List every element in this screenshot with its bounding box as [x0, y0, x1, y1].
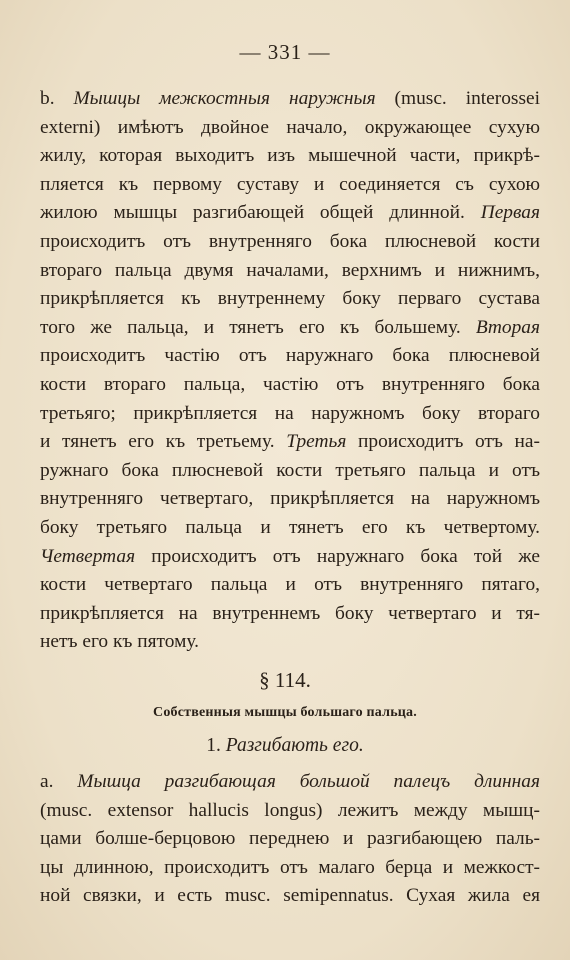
- text-line: [40, 142, 540, 171]
- text-run: и тянетъ его къ третьему.: [40, 431, 287, 453]
- text-run: внутренняго четвертаго, прикрѣпляется на наружномъ: [40, 488, 540, 510]
- text-run: кости четвертаго пальца и отъ внутренняго пятаго,: [40, 574, 540, 596]
- text-run: ной связки, и есть musc. semipennatus. Сухая жила ея: [40, 885, 540, 907]
- text-line: [40, 485, 540, 514]
- text-line: [40, 171, 540, 200]
- subsection-text: Разгибають его.: [225, 735, 364, 756]
- text-line: [40, 514, 540, 543]
- text-run: (musc. extensor hallucis longus) лежитъ между мышц-: [40, 799, 540, 821]
- text-line: [40, 457, 540, 486]
- italic-text: Мышцы межкостныя наружныя: [73, 88, 376, 109]
- text-line: [40, 768, 540, 797]
- text-run: происходитъ частію отъ наружнаго бока плюсневой: [40, 345, 540, 367]
- text-line: [40, 85, 540, 114]
- text-run: того же пальца, и тянетъ его къ большему.: [40, 316, 476, 338]
- text-line: [40, 571, 540, 600]
- text-line: [40, 628, 540, 657]
- text-run: происходитъ отъ на-: [346, 431, 540, 453]
- paragraph-b: [40, 85, 540, 657]
- text-line: [40, 342, 540, 371]
- text-line: [40, 257, 540, 286]
- text-line: [40, 543, 540, 572]
- text-line: [40, 400, 540, 429]
- text-line: [40, 285, 540, 314]
- text-run: нетъ его къ пятому.: [40, 631, 199, 653]
- text-run: externi) имѣютъ двойное начало, окружающее сухую: [40, 116, 540, 138]
- page-number: — 331 —: [239, 40, 331, 64]
- text-run: ружнаго бока плюсневой кости третьяго пальца и отъ: [40, 459, 540, 481]
- text-run: кости втораго пальца, частію отъ внутренняго бока: [40, 373, 540, 395]
- text-run: (musc. interossei: [375, 88, 540, 109]
- text-run: пляется къ первому суставу и соединяется съ сухою: [40, 173, 540, 195]
- text-line: [40, 825, 540, 854]
- text-run: жилу, которая выходитъ изъ мышечной части, прикрѣ-: [40, 145, 540, 167]
- text-run: боку третьяго пальца и тянетъ его къ четвертому.: [40, 516, 540, 538]
- italic-text: Третья: [286, 431, 347, 453]
- text-run: происходитъ отъ наружнаго бока той же: [135, 545, 540, 567]
- text-run: цами болше-берцовою переднею и разгибающею паль-: [40, 828, 540, 850]
- section-title: Собственныя мышцы большаго пальца.: [153, 705, 417, 720]
- text-run: a.: [40, 771, 78, 792]
- text-run: цы длинною, происходитъ отъ малаго берца и межкост-: [40, 856, 540, 878]
- text-line: [40, 882, 540, 911]
- text-line: [40, 199, 540, 228]
- text-run: втораго пальца двумя началами, верхнимъ и нижнимъ,: [40, 259, 540, 281]
- text-line: [40, 371, 540, 400]
- italic-text: Четвертая: [40, 545, 136, 567]
- text-run: третьяго; прикрѣпляется на наружномъ боку втораго: [40, 402, 540, 424]
- text-run: прикрѣпляется на внутреннемъ боку четвертаго и тя-: [40, 602, 540, 624]
- text-run: прикрѣпляется къ внутреннему боку перваго сустава: [40, 288, 540, 310]
- text-run: происходитъ отъ внутренняго бока плюсневой кости: [40, 230, 540, 252]
- subsection-title: [0, 735, 570, 757]
- italic-text: Первая: [480, 202, 540, 224]
- paragraph-a: [40, 768, 540, 911]
- text-run: жилою мышцы разгибающей общей длинной.: [40, 202, 481, 224]
- section-number: § 114.: [259, 668, 311, 692]
- text-line: [40, 797, 540, 826]
- text-line: [40, 428, 540, 457]
- italic-text: Мышца разгибающая большой палецъ длинная: [77, 771, 540, 792]
- text-line: [40, 854, 540, 883]
- text-line: [40, 228, 540, 257]
- text-run: b.: [40, 88, 74, 109]
- text-line: [40, 600, 540, 629]
- text-line: [40, 114, 540, 143]
- subsection-number: 1.: [206, 735, 226, 756]
- text-line: [40, 314, 540, 343]
- italic-text: Вторая: [475, 316, 540, 338]
